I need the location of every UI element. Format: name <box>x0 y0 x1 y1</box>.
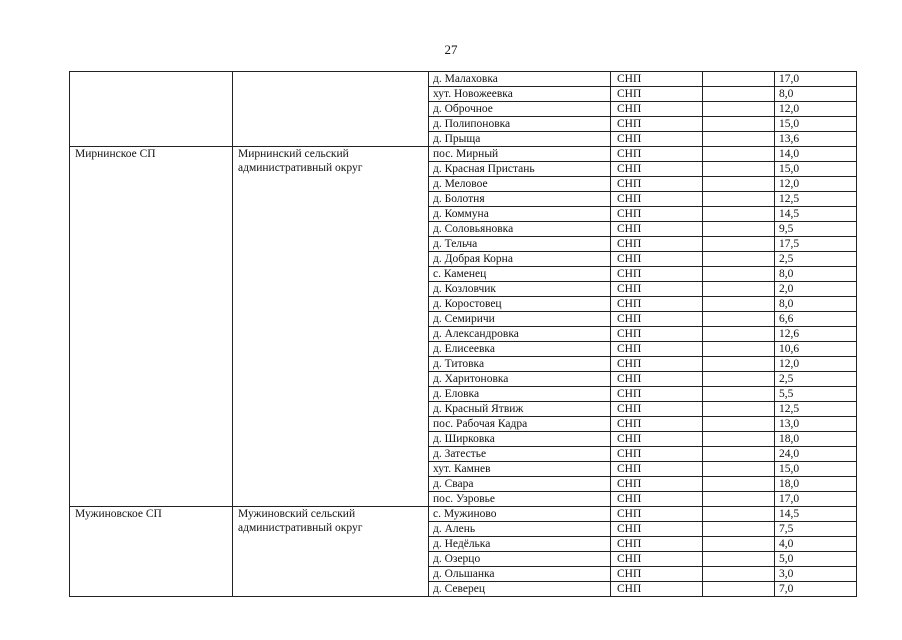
blank-cell <box>703 177 775 192</box>
value-cell: 14,5 <box>775 507 857 522</box>
settlement-cell: д. Прыща <box>429 132 611 147</box>
value-cell: 17,0 <box>775 492 857 507</box>
type-cell: СНП <box>611 462 703 477</box>
type-cell: СНП <box>611 402 703 417</box>
settlement-cell: д. Болотня <box>429 192 611 207</box>
settlement-cell: д. Северец <box>429 582 611 597</box>
value-cell: 12,0 <box>775 177 857 192</box>
type-cell: СНП <box>611 72 703 87</box>
settlement-cell: д. Козловчик <box>429 282 611 297</box>
type-cell: СНП <box>611 222 703 237</box>
settlement-cell: д. Красная Пристань <box>429 162 611 177</box>
value-cell: 12,6 <box>775 327 857 342</box>
type-cell: СНП <box>611 417 703 432</box>
value-cell: 12,0 <box>775 102 857 117</box>
settlements-table <box>69 71 857 597</box>
value-cell: 6,6 <box>775 312 857 327</box>
blank-cell <box>703 402 775 417</box>
value-cell: 14,5 <box>775 207 857 222</box>
settlement-cell: с. Каменец <box>429 267 611 282</box>
settlement-cell: д. Елисеевка <box>429 342 611 357</box>
value-cell: 15,0 <box>775 162 857 177</box>
blank-cell <box>703 582 775 597</box>
type-cell: СНП <box>611 297 703 312</box>
type-cell: СНП <box>611 252 703 267</box>
type-cell: СНП <box>611 177 703 192</box>
blank-cell <box>703 267 775 282</box>
settlement-cell: д. Семиричи <box>429 312 611 327</box>
blank-cell <box>703 342 775 357</box>
table-row <box>70 147 857 162</box>
blank-cell <box>703 537 775 552</box>
value-cell: 17,0 <box>775 72 857 87</box>
settlement-cell: д. Малаховка <box>429 72 611 87</box>
blank-cell <box>703 432 775 447</box>
value-cell: 12,0 <box>775 357 857 372</box>
value-cell: 7,5 <box>775 522 857 537</box>
value-cell: 9,5 <box>775 222 857 237</box>
settlement-cell: д. Соловьяновка <box>429 222 611 237</box>
type-cell: СНП <box>611 567 703 582</box>
settlement-cell: с. Мужиново <box>429 507 611 522</box>
type-cell: СНП <box>611 162 703 177</box>
type-cell: СНП <box>611 147 703 162</box>
settlement-cell: д. Ширковка <box>429 432 611 447</box>
blank-cell <box>703 357 775 372</box>
settlement-cell: хут. Новожеевка <box>429 87 611 102</box>
settlement-cell: д. Оброчное <box>429 102 611 117</box>
blank-cell <box>703 192 775 207</box>
settlement-cell: д. Коммуна <box>429 207 611 222</box>
blank-cell <box>703 492 775 507</box>
type-cell: СНП <box>611 477 703 492</box>
value-cell: 18,0 <box>775 477 857 492</box>
value-cell: 15,0 <box>775 117 857 132</box>
settlement-cell: д. Еловка <box>429 387 611 402</box>
value-cell: 5,5 <box>775 387 857 402</box>
type-cell: СНП <box>611 132 703 147</box>
blank-cell <box>703 282 775 297</box>
district-cell: Мужиновский сельский административный округ <box>233 507 429 597</box>
type-cell: СНП <box>611 387 703 402</box>
value-cell: 17,5 <box>775 237 857 252</box>
value-cell: 18,0 <box>775 432 857 447</box>
type-cell: СНП <box>611 537 703 552</box>
table-row <box>70 507 857 522</box>
blank-cell <box>703 462 775 477</box>
blank-cell <box>703 387 775 402</box>
blank-cell <box>703 132 775 147</box>
type-cell: СНП <box>611 507 703 522</box>
settlement-cell: пос. Рабочая Кадра <box>429 417 611 432</box>
type-cell: СНП <box>611 117 703 132</box>
settlement-cell: д. Добрая Корна <box>429 252 611 267</box>
blank-cell <box>703 477 775 492</box>
settlement-cell: д. Ольшанка <box>429 567 611 582</box>
type-cell: СНП <box>611 447 703 462</box>
blank-cell <box>703 417 775 432</box>
municipality-cell <box>70 72 233 147</box>
settlement-cell: д. Свара <box>429 477 611 492</box>
settlement-cell: д. Затестье <box>429 447 611 462</box>
blank-cell <box>703 222 775 237</box>
blank-cell <box>703 237 775 252</box>
type-cell: СНП <box>611 282 703 297</box>
type-cell: СНП <box>611 312 703 327</box>
type-cell: СНП <box>611 492 703 507</box>
blank-cell <box>703 522 775 537</box>
value-cell: 7,0 <box>775 582 857 597</box>
type-cell: СНП <box>611 87 703 102</box>
value-cell: 13,6 <box>775 132 857 147</box>
blank-cell <box>703 312 775 327</box>
settlement-cell: д. Озерцо <box>429 552 611 567</box>
settlement-cell: д. Александровка <box>429 327 611 342</box>
blank-cell <box>703 72 775 87</box>
blank-cell <box>703 207 775 222</box>
settlement-cell: д. Полипоновка <box>429 117 611 132</box>
type-cell: СНП <box>611 432 703 447</box>
blank-cell <box>703 147 775 162</box>
value-cell: 3,0 <box>775 567 857 582</box>
type-cell: СНП <box>611 327 703 342</box>
blank-cell <box>703 327 775 342</box>
blank-cell <box>703 117 775 132</box>
type-cell: СНП <box>611 522 703 537</box>
settlement-cell: д. Меловое <box>429 177 611 192</box>
type-cell: СНП <box>611 207 703 222</box>
value-cell: 8,0 <box>775 297 857 312</box>
district-cell <box>233 72 429 147</box>
settlement-cell: д. Харитоновка <box>429 372 611 387</box>
blank-cell <box>703 447 775 462</box>
type-cell: СНП <box>611 552 703 567</box>
municipality-cell: Мирнинское СП <box>70 147 233 507</box>
value-cell: 13,0 <box>775 417 857 432</box>
value-cell: 24,0 <box>775 447 857 462</box>
settlement-cell: пос. Узровье <box>429 492 611 507</box>
blank-cell <box>703 297 775 312</box>
value-cell: 10,6 <box>775 342 857 357</box>
settlement-cell: д. Коростовец <box>429 297 611 312</box>
district-cell: Мирнинский сельский административный округ <box>233 147 429 507</box>
value-cell: 8,0 <box>775 87 857 102</box>
settlement-cell: д. Титовка <box>429 357 611 372</box>
settlement-cell: д. Красный Ятвиж <box>429 402 611 417</box>
value-cell: 8,0 <box>775 267 857 282</box>
settlement-cell: хут. Камнев <box>429 462 611 477</box>
page-number: 27 <box>444 42 458 57</box>
value-cell: 12,5 <box>775 402 857 417</box>
blank-cell <box>703 162 775 177</box>
blank-cell <box>703 102 775 117</box>
type-cell: СНП <box>611 267 703 282</box>
type-cell: СНП <box>611 237 703 252</box>
value-cell: 5,0 <box>775 552 857 567</box>
settlement-cell: пос. Мирный <box>429 147 611 162</box>
settlement-cell: д. Недёлька <box>429 537 611 552</box>
type-cell: СНП <box>611 357 703 372</box>
blank-cell <box>703 567 775 582</box>
blank-cell <box>703 87 775 102</box>
blank-cell <box>703 372 775 387</box>
value-cell: 2,5 <box>775 252 857 267</box>
blank-cell <box>703 552 775 567</box>
value-cell: 4,0 <box>775 537 857 552</box>
value-cell: 2,5 <box>775 372 857 387</box>
type-cell: СНП <box>611 582 703 597</box>
blank-cell <box>703 507 775 522</box>
type-cell: СНП <box>611 102 703 117</box>
settlement-cell: д. Тельча <box>429 237 611 252</box>
type-cell: СНП <box>611 192 703 207</box>
value-cell: 14,0 <box>775 147 857 162</box>
blank-cell <box>703 252 775 267</box>
value-cell: 2,0 <box>775 282 857 297</box>
type-cell: СНП <box>611 372 703 387</box>
municipality-cell: Мужиновское СП <box>70 507 233 597</box>
value-cell: 12,5 <box>775 192 857 207</box>
table-row <box>70 72 857 87</box>
type-cell: СНП <box>611 342 703 357</box>
settlement-cell: д. Алень <box>429 522 611 537</box>
value-cell: 15,0 <box>775 462 857 477</box>
